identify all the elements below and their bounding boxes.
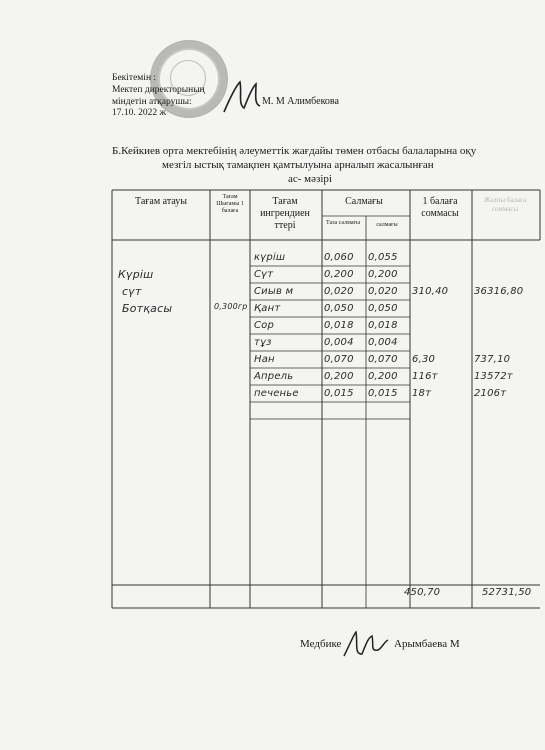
title-line-1: Б.Кейкиев орта мектебінің әлеуметтік жағдайы төмен отбасы балаларына оқу [112, 145, 477, 157]
row-ingredient: печенье [254, 388, 299, 399]
row-per-child: 18т [412, 388, 432, 399]
row-ingredient: Апрель [254, 371, 294, 382]
row-gross: 0,200 [368, 371, 398, 382]
sum-per-child: 450,70 [404, 587, 441, 598]
document-title [112, 144, 532, 186]
header-portion: Тағам Шығамы 1 балаға [216, 194, 244, 214]
approval-line-3: міндетін атқарушы: [112, 97, 192, 107]
director-signature [222, 78, 266, 118]
approval-line-1: Бекітемін : [112, 73, 157, 83]
row-gross: 0,015 [368, 388, 398, 399]
header-net-weight: Таза салмағы [325, 220, 361, 226]
sum-total: 52731,50 [482, 587, 532, 598]
medic-label: Медбике [300, 638, 342, 650]
row-net: 0,020 [324, 286, 354, 297]
row-gross: 0,050 [368, 303, 398, 314]
header-per-child: 1 балаға соммасы [421, 196, 459, 219]
header-ingredients: Тағам ингрендиен ттері [260, 196, 310, 231]
dish-portion: 0,300гр [214, 302, 248, 311]
row-gross: 0,020 [368, 286, 398, 297]
row-gross: 0,004 [368, 337, 398, 348]
row-net: 0,004 [324, 337, 354, 348]
row-net: 0,018 [324, 320, 354, 331]
row-per-child: 116т [412, 371, 438, 382]
dish-name-2: сүт [122, 285, 142, 298]
row-gross: 0,070 [368, 354, 398, 365]
row-total: 2106т [474, 388, 507, 399]
director-name: М. М Алимбекова [262, 96, 339, 107]
row-net: 0,070 [324, 354, 354, 365]
row-per-child: 6,30 [412, 354, 436, 365]
row-ingredient: Қант [254, 303, 281, 314]
row-gross: 0,018 [368, 320, 398, 331]
title-line-2: мезгіл ыстық тамақпен қамтылуына арналып жасалынған [162, 159, 434, 171]
row-total: 737,10 [474, 354, 511, 365]
row-ingredient: Нан [254, 354, 275, 365]
row-gross: 0,055 [368, 252, 398, 263]
row-net: 0,200 [324, 269, 354, 280]
row-net: 0,015 [324, 388, 354, 399]
dish-name-1: Күріш [118, 268, 154, 281]
row-per-child: 310,40 [412, 286, 449, 297]
approval-date: 17.10. 2022 ж [112, 108, 167, 118]
row-net: 0,050 [324, 303, 354, 314]
row-net: 0,200 [324, 371, 354, 382]
row-net: 0,060 [324, 252, 354, 263]
header-dish-name: Тағам атауы [135, 196, 187, 207]
header-total: Жалпы балаға соммасы [483, 196, 527, 213]
header-gross-weight: салмағы [376, 222, 398, 228]
dish-name-3: Ботқасы [122, 302, 173, 315]
row-total: 13572т [474, 371, 513, 382]
approval-line-2: Мектеп директорының [112, 85, 205, 95]
title-line-3: ас- мәзірі [288, 173, 332, 185]
row-ingredient: Сор [254, 320, 275, 331]
header-weight: Салмағы [345, 196, 383, 207]
row-ingredient: тұз [254, 337, 272, 348]
row-total: 36316,80 [474, 286, 524, 297]
medic-name: Арымбаева М [394, 638, 460, 650]
medic-signature [340, 626, 392, 662]
row-ingredient: Сиыв м [254, 286, 294, 297]
row-ingredient: Сүт [254, 269, 274, 280]
approval-block [112, 72, 205, 108]
row-gross: 0,200 [368, 269, 398, 280]
row-ingredient: күріш [254, 252, 286, 263]
